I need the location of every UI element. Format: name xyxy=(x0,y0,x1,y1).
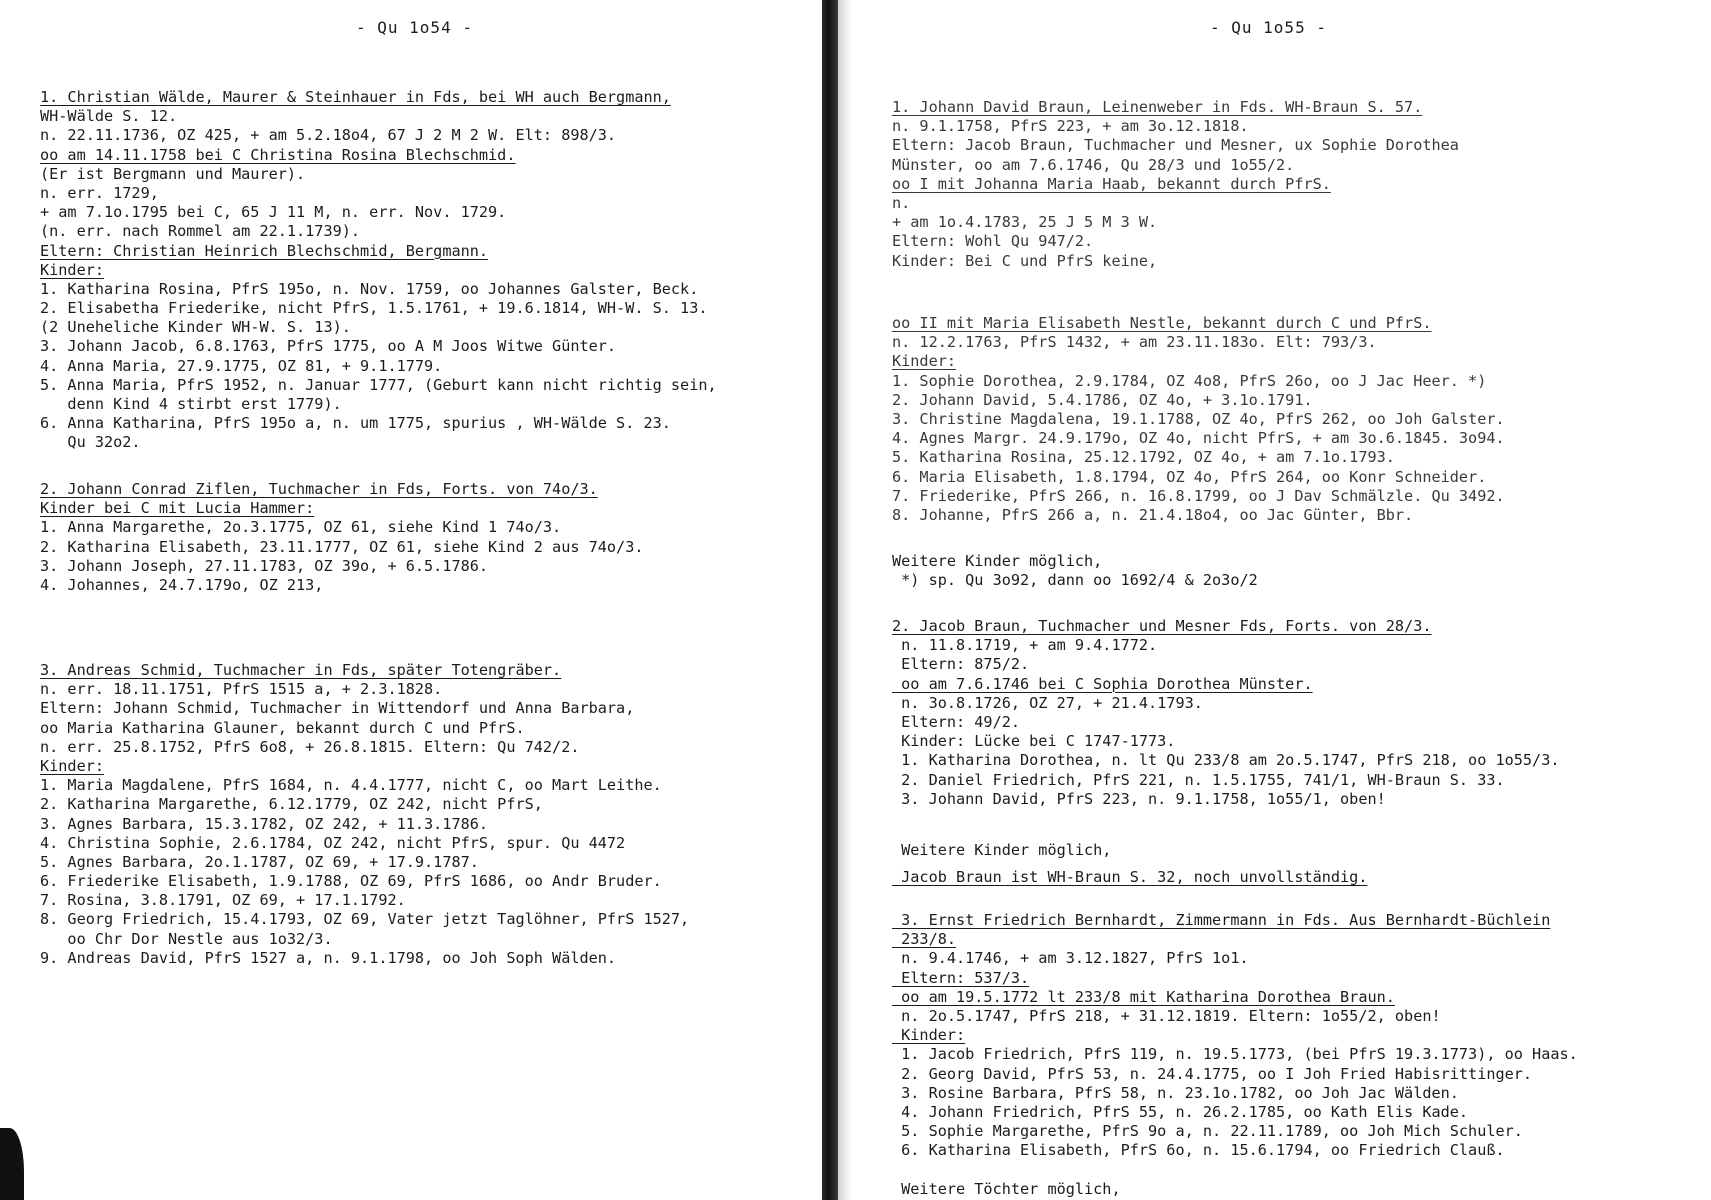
entry-line: Kinder bei C mit Lucia Hammer: xyxy=(40,499,315,518)
scan-edge-shadow xyxy=(0,1128,24,1200)
entry-line: 3. Agnes Barbara, 15.3.1782, OZ 242, + 11.3.1786. xyxy=(40,814,489,833)
entry-oo-ii-nestle xyxy=(892,314,1505,525)
entry-line: Kinder: xyxy=(40,756,105,775)
entry-line: Eltern: 875/2. xyxy=(892,655,1030,674)
entry-line: 2. Elisabetha Friederike, nicht PfrS, 1.5.1761, + 19.6.1814, WH-W. S. 13. xyxy=(40,299,708,318)
entry-line: Kinder: Lücke bei C 1747-1773. xyxy=(892,732,1176,751)
entry-line: 6. Friederike Elisabeth, 1.9.1788, OZ 69, PfrS 1686, oo Andr Bruder. xyxy=(40,872,662,891)
entry-line: n. 11.8.1719, + am 9.4.1772. xyxy=(892,636,1158,655)
entry-weitere-kinder-note xyxy=(892,552,1258,590)
entry-line: Eltern: Johann Schmid, Tuchmacher in Wittendorf und Anna Barbara, xyxy=(40,699,635,718)
entry-line: Kinder: Bei C und PfrS keine, xyxy=(892,251,1158,270)
entry-andreas-schmid xyxy=(40,661,689,968)
entry-line: 4. Christina Sophie, 2.6.1784, OZ 242, nicht PfrS, spur. Qu 4472 xyxy=(40,833,626,852)
entry-line: n. 3o.8.1726, OZ 27, + 21.4.1793. xyxy=(892,693,1203,712)
entry-line: 2. Katharina Elisabeth, 23.11.1777, OZ 61, siehe Kind 2 aus 74o/3. xyxy=(40,537,644,556)
entry-johann-conrad-ziflen xyxy=(40,480,643,595)
entry-line: 5. Agnes Barbara, 2o.1.1787, OZ 69, + 17.9.1787. xyxy=(40,852,479,871)
entry-line: 1. Jacob Friedrich, PfrS 119, n. 19.5.1773, (bei PfrS 19.3.1773), oo Haas. xyxy=(892,1045,1578,1064)
entry-line: Weitere Töchter möglich, xyxy=(892,1179,1121,1198)
entry-line: n. 9.1.1758, PfrS 223, + am 3o.12.1818. xyxy=(892,117,1249,136)
entry-line: 3. Christine Magdalena, 19.1.1788, OZ 4o, PfrS 262, oo Joh Galster. xyxy=(892,409,1505,428)
entry-line: 4. Anna Maria, 27.9.1775, OZ 81, + 9.1.1779. xyxy=(40,356,443,375)
entry-line: 3. Ernst Friedrich Bernhardt, Zimmermann in Fds. Aus Bernhardt-Büchlein xyxy=(892,911,1551,929)
entry-line: 7. Rosina, 3.8.1791, OZ 69, + 17.1.1792. xyxy=(40,891,406,910)
entry-line: (Er ist Bergmann und Maurer). xyxy=(40,164,306,183)
entry-line: 2. Daniel Friedrich, PfrS 221, n. 1.5.1755, 741/1, WH-Braun S. 33. xyxy=(892,770,1505,789)
left-page xyxy=(0,0,822,1200)
entry-line: 1. Katharina Dorothea, n. lt Qu 233/8 am 2o.5.1747, PfrS 218, oo 1o55/3. xyxy=(892,751,1560,770)
entry-line: 3. Johann Joseph, 27.11.1783, OZ 39o, + 6.5.1786. xyxy=(40,556,489,575)
entry-line: n. err. 1729, xyxy=(40,183,159,202)
entry-line: 2. Katharina Margarethe, 6.12.1779, OZ 242, nicht PfrS, xyxy=(40,795,543,814)
entry-line: 4. Johann Friedrich, PfrS 55, n. 26.2.1785, oo Kath Elis Kade. xyxy=(892,1102,1469,1121)
right-page-header: - Qu 1o55 - xyxy=(1210,18,1327,37)
entry-line xyxy=(892,1160,1578,1179)
book-gutter xyxy=(822,0,838,1200)
entry-line: 3. Andreas Schmid, Tuchmacher in Fds, später Totengräber. xyxy=(40,661,562,679)
entry-line: Weitere Kinder möglich, xyxy=(892,552,1103,570)
entry-line: 6. Anna Katharina, PfrS 195o a, n. um 1775, spurius , WH-Wälde S. 23. xyxy=(40,414,671,433)
entry-line: denn Kind 4 stirbt erst 1779). xyxy=(40,395,342,413)
entry-christian-waelde xyxy=(40,88,717,453)
entry-line: 2. Jacob Braun, Tuchmacher und Mesner Fds, Forts. von 28/3. xyxy=(892,617,1432,635)
entry-line: 1. Johann David Braun, Leinenweber in Fds. WH-Braun S. 57. xyxy=(892,98,1423,116)
entry-line: oo am 19.5.1772 lt 233/8 mit Katharina Dorothea Braun. xyxy=(892,987,1395,1006)
entry-line: 5. Sophie Margarethe, PfrS 9o a, n. 22.11.1789, oo Joh Mich Schuler. xyxy=(892,1122,1523,1141)
entry-line: 5. Anna Maria, PfrS 1952, n. Januar 1777, (Geburt kann nicht richtig sein, xyxy=(40,375,717,394)
entry-jacob-braun-note xyxy=(892,868,1367,887)
entry-line: 2. Johann David, 5.4.1786, OZ 4o, + 3.1o.1791. xyxy=(892,390,1313,409)
entry-line: 9. Andreas David, PfrS 1527 a, n. 9.1.1798, oo Joh Soph Wälden. xyxy=(40,948,617,967)
entry-line: + am 1o.4.1783, 25 J 5 M 3 W. xyxy=(892,213,1158,232)
entry-johann-david-braun xyxy=(892,98,1459,271)
entry-line: Kinder: xyxy=(892,1026,966,1045)
entry-line: n. 12.2.1763, PfrS 1432, + am 23.11.183o. Elt: 793/3. xyxy=(892,333,1377,352)
entry-line: 233/8. xyxy=(892,930,957,949)
entry-line: Münster, oo am 7.6.1746, Qu 28/3 und 1o55/2. xyxy=(892,155,1295,174)
right-page xyxy=(838,0,1711,1200)
entry-line: 2. Georg David, PfrS 53, n. 24.4.1775, oo I Joh Fried Habisrittinger. xyxy=(892,1064,1533,1083)
entry-line: (n. err. nach Rommel am 22.1.1739). xyxy=(40,222,361,241)
entry-line: 1. Maria Magdalene, PfrS 1684, n. 4.4.1777, nicht C, oo Mart Leithe. xyxy=(40,776,662,795)
entry-line: 3. Johann Jacob, 6.8.1763, PfrS 1775, oo A M Joos Witwe Günter. xyxy=(40,337,617,356)
entry-line: Eltern: Christian Heinrich Blechschmid, Bergmann. xyxy=(40,241,489,260)
entry-line: 4. Agnes Margr. 24.9.179o, OZ 4o, nicht PfrS, + am 3o.6.1845. 3o94. xyxy=(892,429,1505,448)
entry-line: 3. Johann David, PfrS 223, n. 9.1.1758, 1o55/1, oben! xyxy=(892,789,1386,808)
entry-line: 6. Maria Elisabeth, 1.8.1794, OZ 4o, PfrS 264, oo Konr Schneider. xyxy=(892,467,1487,486)
entry-line: WH-Wälde S. 12. xyxy=(40,107,178,126)
entry-line: 1. Katharina Rosina, PfrS 195o, n. Nov. 1759, oo Johannes Galster, Beck. xyxy=(40,279,699,298)
entry-line: 6. Katharina Elisabeth, PfrS 6o, n. 15.6.1794, oo Friedrich Clauß. xyxy=(892,1141,1505,1160)
entry-line: *) sp. Qu 3o92, dann oo 1692/4 & 2o3o/2 xyxy=(892,571,1258,590)
entry-line: oo Maria Katharina Glauner, bekannt durch C und PfrS. xyxy=(40,718,525,737)
entry-line: + am 7.1o.1795 bei C, 65 J 11 M, n. err. Nov. 1729. xyxy=(40,203,507,222)
entry-line: Eltern: 537/3. xyxy=(892,968,1030,987)
entry-line: oo I mit Johanna Maria Haab, bekannt durch PfrS. xyxy=(892,174,1331,193)
entry-line: n. 9.4.1746, + am 3.12.1827, PfrS 1o1. xyxy=(892,949,1249,968)
entry-line: oo am 7.6.1746 bei C Sophia Dorothea Münster. xyxy=(892,674,1313,693)
entry-line: Eltern: Jacob Braun, Tuchmacher und Mesner, ux Sophie Dorothea xyxy=(892,136,1459,155)
entry-ernst-friedrich-bernhardt xyxy=(892,911,1578,1199)
entry-line: n. 2o.5.1747, PfrS 218, + 31.12.1819. Eltern: 1o55/2, oben! xyxy=(892,1006,1441,1025)
entry-line: Jacob Braun ist WH-Braun S. 32, noch unvollständig. xyxy=(892,868,1368,886)
entry-line: oo am 14.11.1758 bei C Christina Rosina Blechschmid. xyxy=(40,145,516,164)
entry-line: Kinder: xyxy=(40,260,105,279)
entry-line: Weitere Kinder möglich, xyxy=(892,841,1112,859)
entry-line: 2. Johann Conrad Ziflen, Tuchmacher in Fds, Forts. von 74o/3. xyxy=(40,480,598,498)
entry-line: 7. Friederike, PfrS 266, n. 16.8.1799, oo J Dav Schmälzle. Qu 3492. xyxy=(892,486,1505,505)
entry-line: oo Chr Dor Nestle aus 1o32/3. xyxy=(40,929,333,948)
entry-line: 8. Johanne, PfrS 266 a, n. 21.4.18o4, oo Jac Günter, Bbr. xyxy=(892,505,1414,524)
entry-line: Eltern: Wohl Qu 947/2. xyxy=(892,232,1094,251)
entry-line: Kinder: xyxy=(892,352,957,371)
entry-line: n. 22.11.1736, OZ 425, + am 5.2.18o4, 67 J 2 M 2 W. Elt: 898/3. xyxy=(40,126,617,145)
entry-line: 1. Christian Wälde, Maurer & Steinhauer in Fds, bei WH auch Bergmann, xyxy=(40,88,671,106)
entry-line: 1. Anna Margarethe, 2o.3.1775, OZ 61, siehe Kind 1 74o/3. xyxy=(40,518,562,537)
entry-line: n. err. 18.11.1751, PfrS 1515 a, + 2.3.1828. xyxy=(40,680,443,699)
left-page-header: - Qu 1o54 - xyxy=(356,18,473,37)
entry-line: Qu 32o2. xyxy=(40,433,141,452)
entry-line: 8. Georg Friedrich, 15.4.1793, OZ 69, Vater jetzt Taglöhner, PfrS 1527, xyxy=(40,910,690,929)
entry-line: 3. Rosine Barbara, PfrS 58, n. 23.1o.1782, oo Joh Jac Wälden. xyxy=(892,1083,1459,1102)
entry-line: Eltern: 49/2. xyxy=(892,712,1021,731)
entry-line: oo II mit Maria Elisabeth Nestle, bekannt durch C und PfrS. xyxy=(892,314,1432,332)
entry-line: 1. Sophie Dorothea, 2.9.1784, OZ 4o8, PfrS 26o, oo J Jac Heer. *) xyxy=(892,371,1487,390)
entry-line: n. xyxy=(892,193,911,212)
entry-line: (2 Uneheliche Kinder WH-W. S. 13). xyxy=(40,318,351,337)
entry-line: 5. Katharina Rosina, 25.12.1792, OZ 4o, + am 7.1o.1793. xyxy=(892,448,1395,467)
entry-line: n. err. 25.8.1752, PfrS 6o8, + 26.8.1815. Eltern: Qu 742/2. xyxy=(40,737,580,756)
entry-weitere-kinder xyxy=(892,841,1111,860)
entry-line: 4. Johannes, 24.7.179o, OZ 213, xyxy=(40,575,324,594)
entry-jacob-braun xyxy=(892,617,1560,809)
